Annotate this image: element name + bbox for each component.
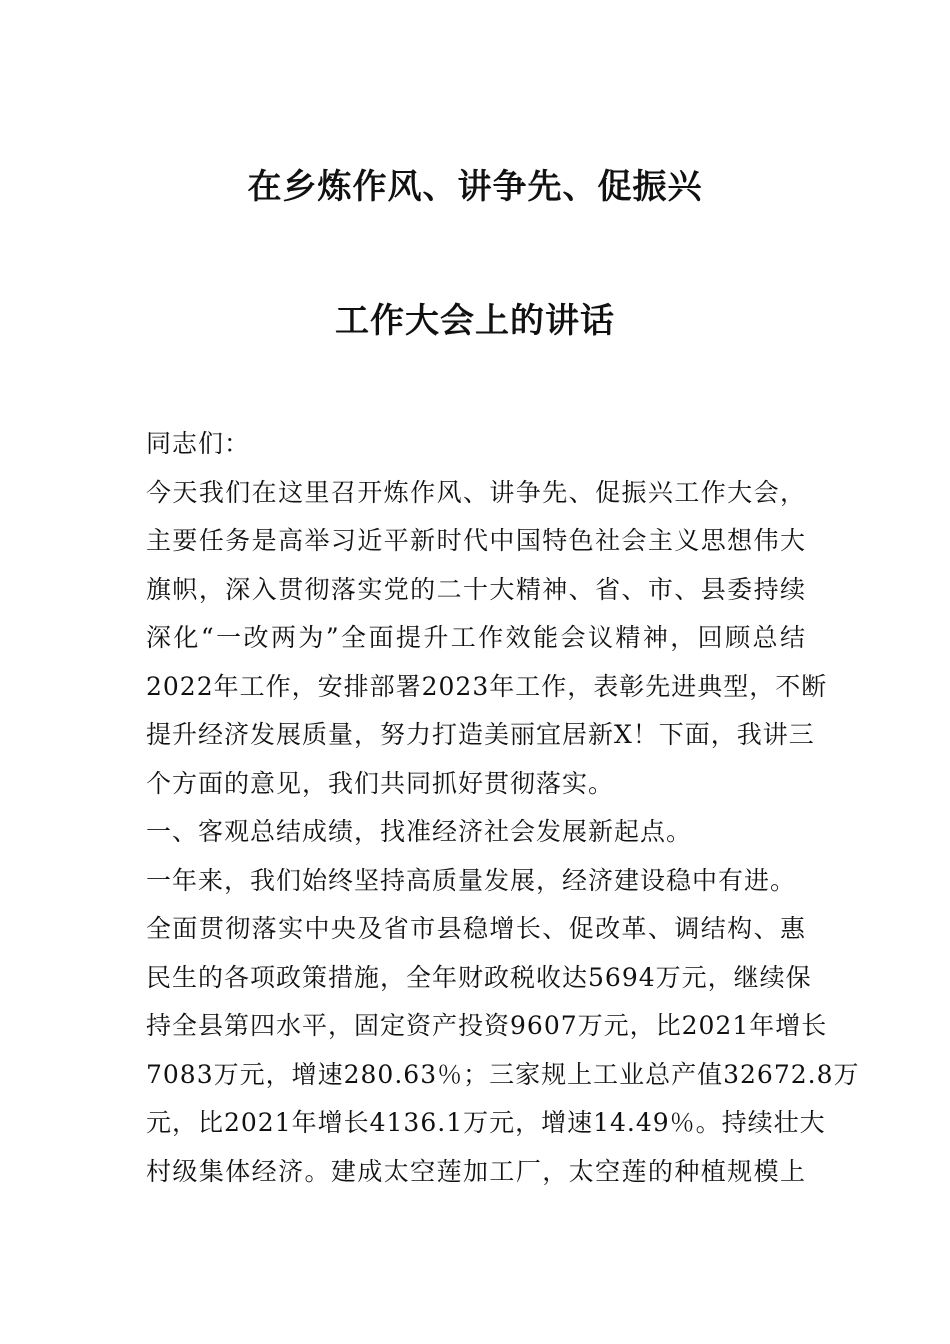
paragraph-line: 持全县第四水平，固定资产投资9607万元，比2021年增长	[146, 1011, 828, 1040]
paragraph-line: 2022年工作，安排部署2023年工作，表彰先进典型，不断	[146, 671, 828, 701]
paragraph-line: 民生的各项政策措施，全年财政税收达5694万元，继续保	[146, 962, 812, 992]
paragraph-line: 一年来，我们始终坚持高质量发展，经济建设稳中有进。	[146, 865, 797, 895]
paragraph-line: 旗帜，深入贯彻落实党的二十大精神、省、市、县委持续	[146, 574, 806, 604]
paragraph-line: 元，比2021年增长4136.1万元，增速14.49％。持续壮大	[146, 1108, 826, 1137]
paragraph-line: 村级集体经济。建成太空莲加工厂，太空莲的种植规模上	[146, 1156, 806, 1186]
document-title-line-1: 在乡炼作风、讲争先、促振兴	[247, 167, 703, 207]
paragraph-line: 主要任务是高举习近平新时代中国特色社会主义思想伟大	[146, 526, 806, 555]
paragraph-line: 今天我们在这里召开炼作风、讲争先、促振兴工作大会，	[146, 477, 806, 507]
paragraph-line: 全面贯彻落实中央及省市县稳增长、促改革、调结构、惠	[146, 914, 806, 943]
paragraph-line: 个方面的意见，我们共同抓好贯彻落实。	[146, 768, 615, 798]
section-heading: 一、客观总结成绩，找准经济社会发展新起点。	[146, 817, 693, 846]
paragraph-line: 提升经济发展质量，努力打造美丽宜居新X！下面，我讲三	[146, 720, 815, 749]
document-body	[146, 420, 860, 1196]
paragraph-line: 深化“一改两为”全面提升工作效能会议精神，回顾总结	[146, 623, 806, 652]
document-title-line-2: 工作大会上的讲话	[335, 301, 615, 341]
paragraph-line: 7083万元，增速280.63％；三家规上工业总产值32672.8万	[146, 1059, 860, 1089]
salutation: 同志们：	[146, 429, 251, 458]
